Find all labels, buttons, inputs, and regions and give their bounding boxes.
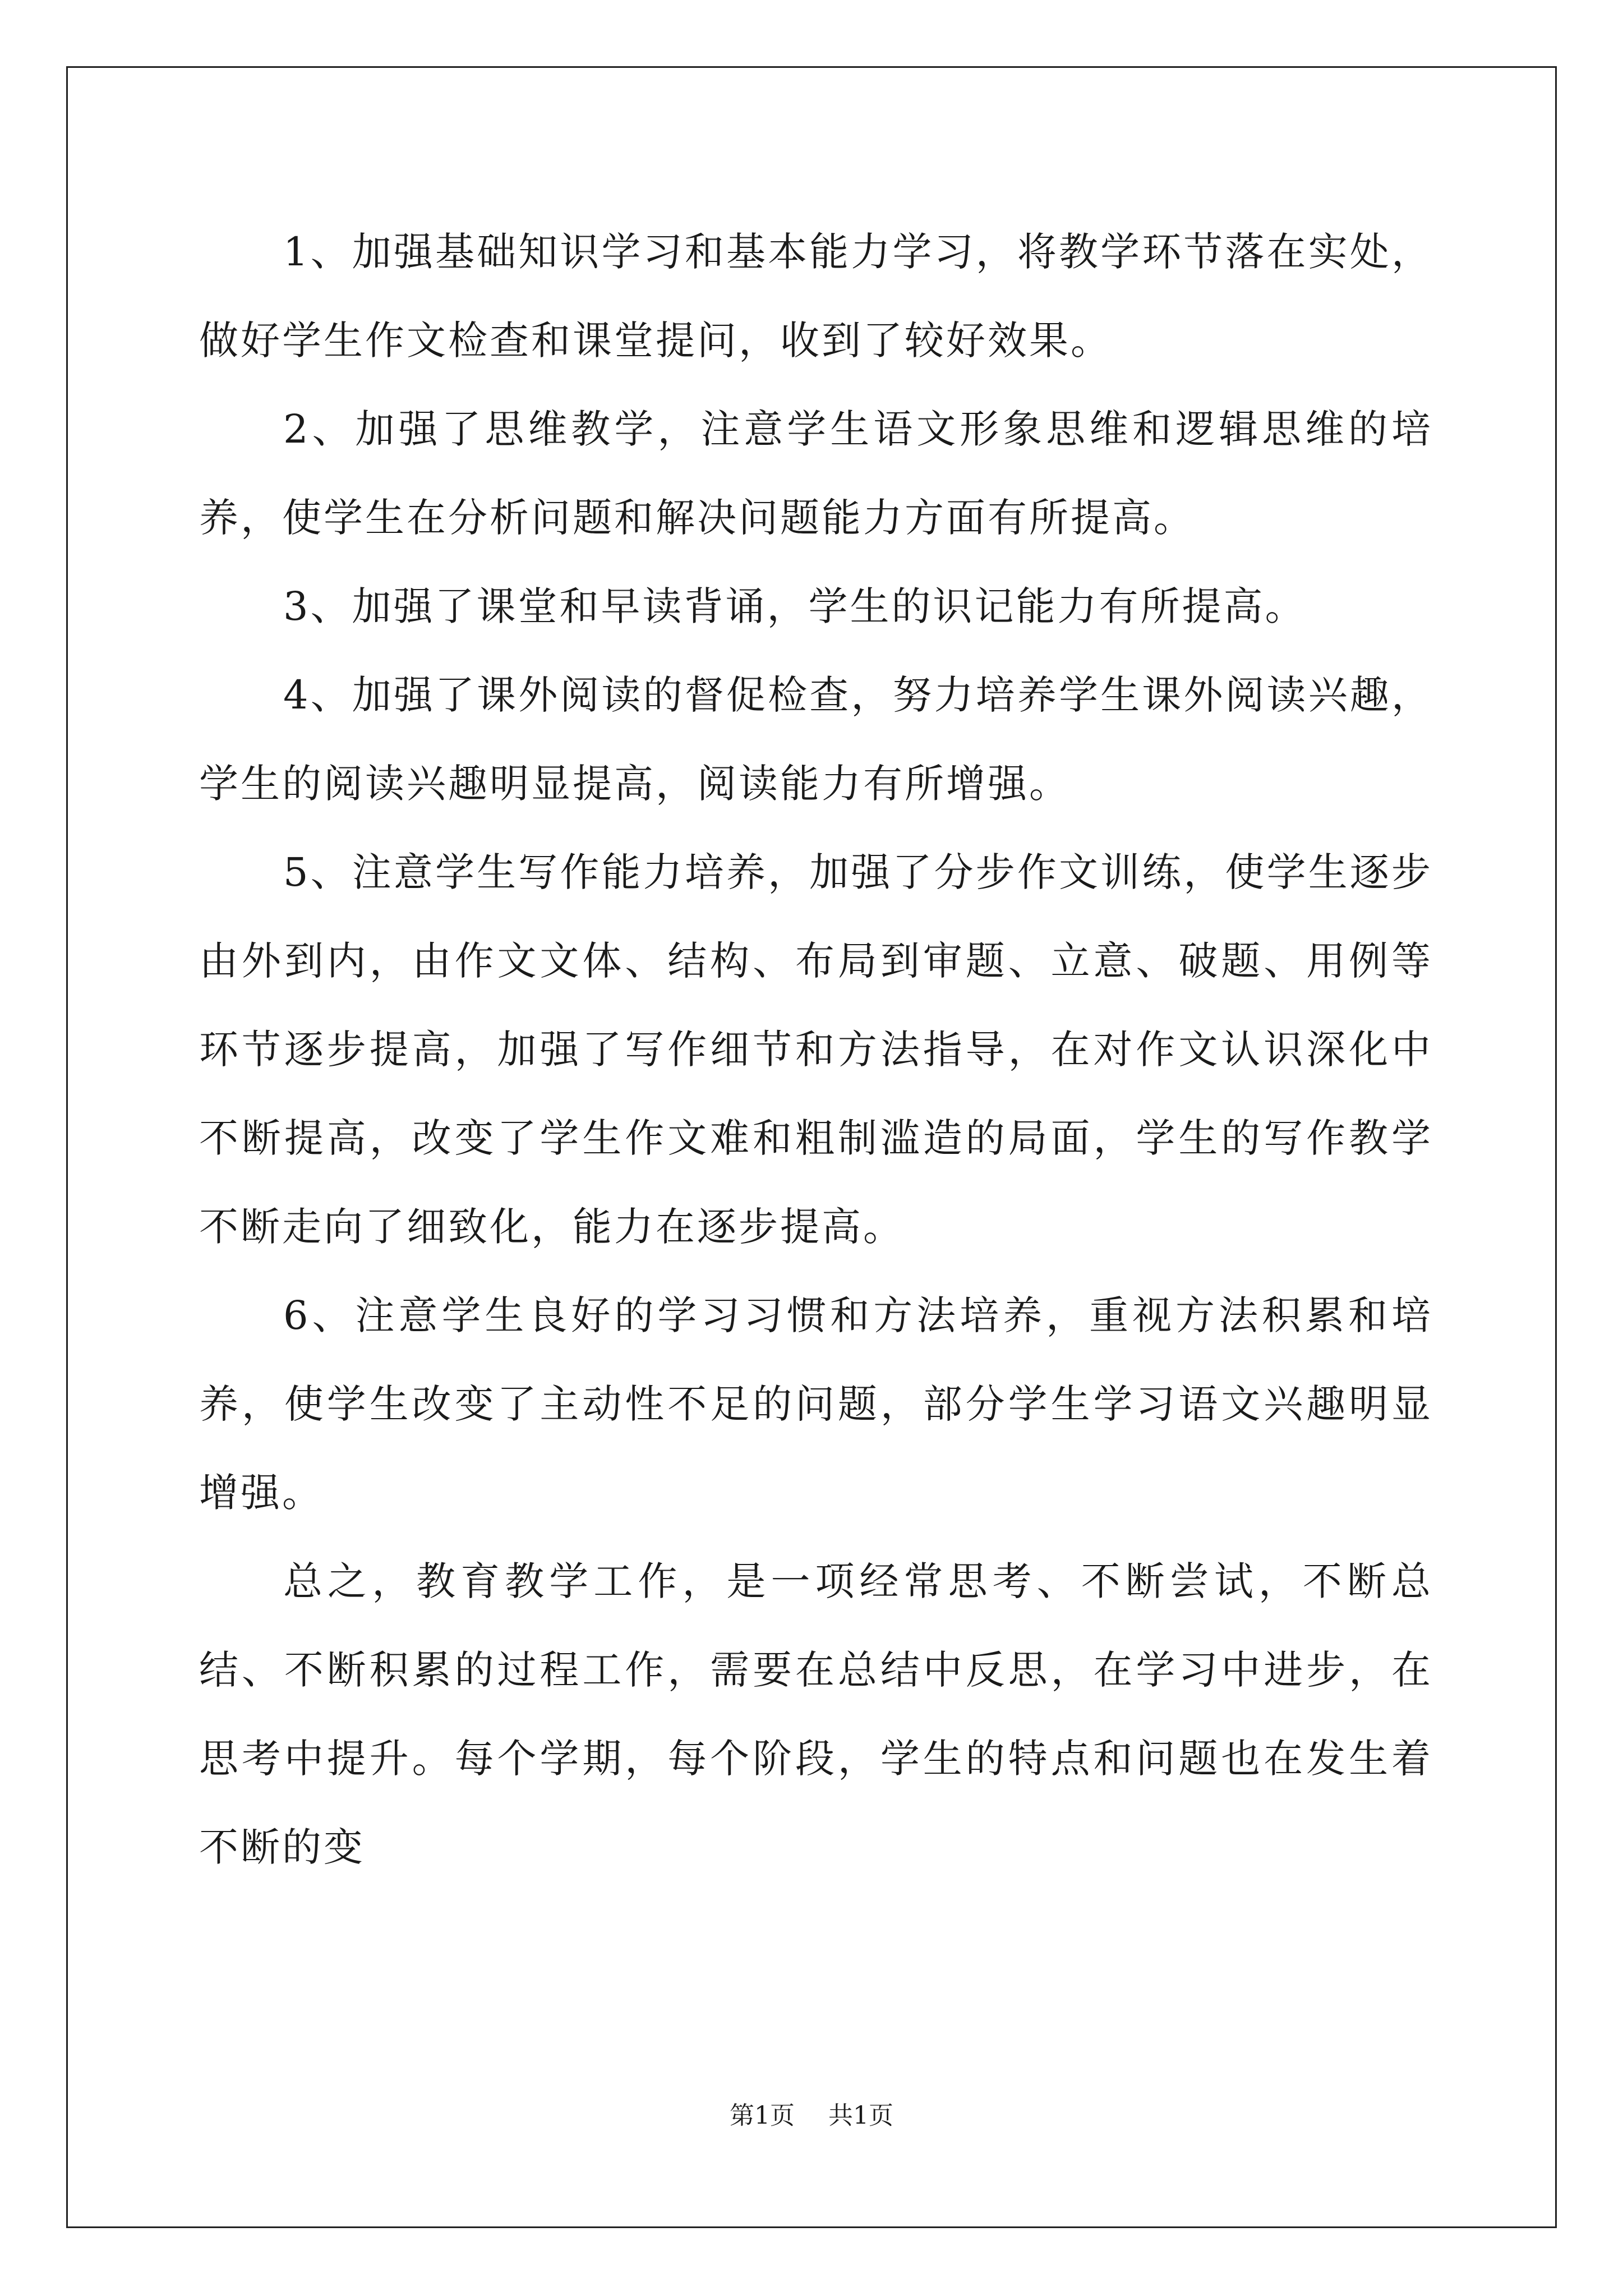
document-body: [199, 208, 1433, 1892]
paragraph-3: 3、加强了课堂和早读背诵，学生的识记能力有所提高。: [283, 583, 1307, 629]
page-footer: [0, 2095, 1623, 2131]
paragraph-4: 4、加强了课外阅读的督促检查，努力培养学生课外阅读兴趣，学生的阅读兴趣明显提高，阅读能力有所增强。: [199, 672, 1433, 807]
page-number-current: 第1页: [730, 2101, 795, 2130]
page-number-total: 共1页: [828, 2101, 893, 2130]
paragraph-summary: 总之，教育教学工作，是一项经常思考、不断尝试，不断总结、不断积累的过程工作，需要在总结中反思，在学习中进步，在思考中提升。每个学期，每个阶段，学生的特点和问题也在发生着不断的变: [199, 1558, 1433, 1870]
paragraph-1: 1、加强基础知识学习和基本能力学习，将教学环节落在实处，做好学生作文检查和课堂提问，收到了较好效果。: [199, 229, 1433, 364]
paragraph-5: 5、注意学生写作能力培养，加强了分步作文训练，使学生逐步由外到内，由作文文体、结构、布局到审题、立意、破题、用例等环节逐步提高，加强了写作细节和方法指导，在对作文认识深化中不断提高，改变了学生作文难和粗制滥造的局面，学生的写作教学不断走向了细致化，能力在逐步提高。: [199, 849, 1433, 1250]
paragraph-6: 6、注意学生良好的学习习惯和方法培养，重视方法积累和培养，使学生改变了主动性不足的问题，部分学生学习语文兴趣明显增强。: [199, 1292, 1433, 1516]
paragraph-2: 2、加强了思维教学，注意学生语文形象思维和逻辑思维的培养，使学生在分析问题和解决问题能力方面有所提高。: [199, 406, 1433, 541]
